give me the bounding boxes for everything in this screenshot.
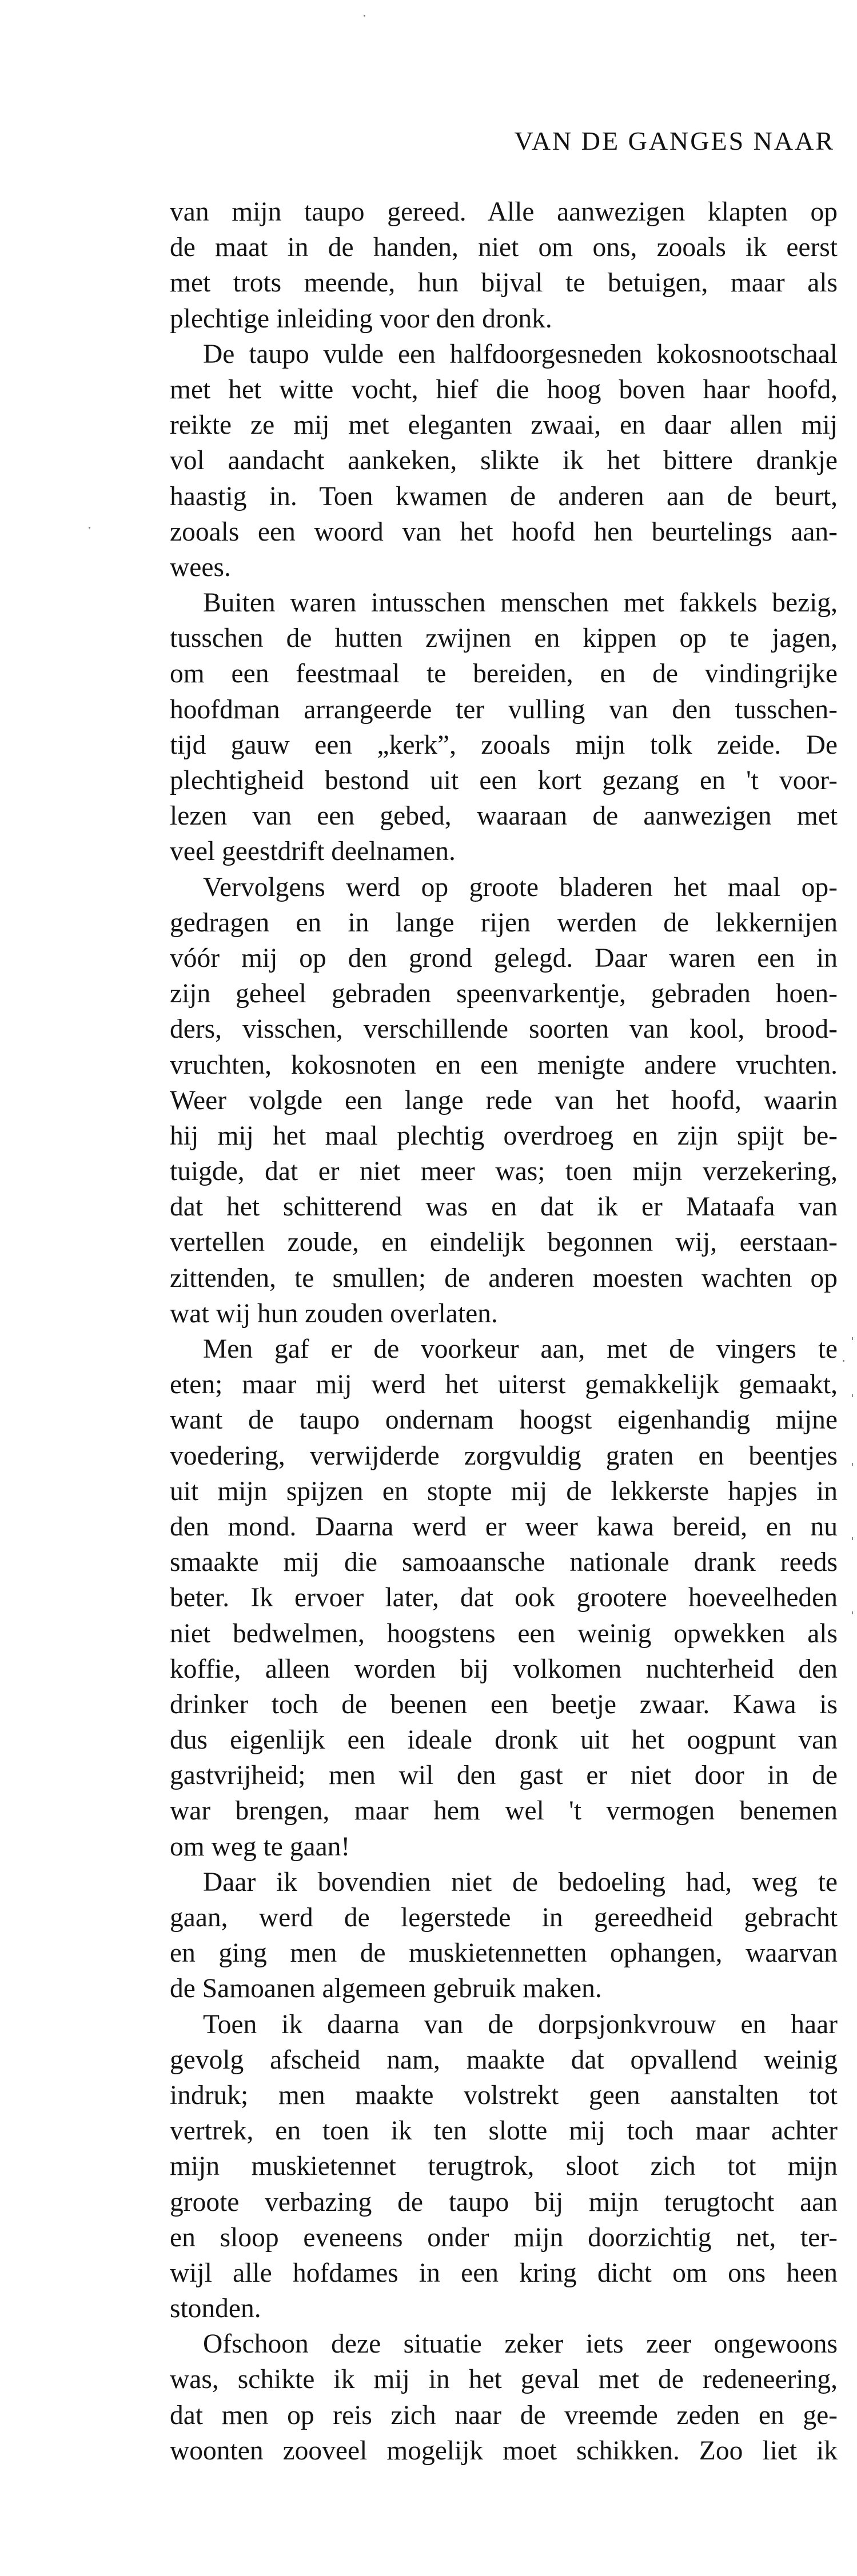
text-line: reikte ze mij met eleganten zwaai, en daar allen mij — [170, 410, 838, 441]
text-line: vruchten, kokosnoten en een menigte andere vruchten. — [170, 1050, 838, 1080]
text-line: om een feestmaal te bereiden, en de vindingrijke — [170, 659, 838, 689]
text-line: beter. Ik ervoer later, dat ook grootere hoeveelheden — [170, 1583, 838, 1613]
text-line: den mond. Daarna werd er weer kawa bereid, en nu — [170, 1511, 838, 1542]
text-line: groote verbazing de taupo bij mijn terugtocht aan — [170, 2187, 838, 2217]
text-line: lezen van een gebed, waaraan de aanwezigen met — [170, 801, 838, 831]
edge-mark — [852, 1337, 853, 1340]
text-line: tijd gauw een „kerk”, zooals mijn tolk zeide. De — [170, 730, 838, 760]
text-line: Weer volgde een lange rede van het hoofd, waarin — [170, 1085, 838, 1115]
text-line: en ging men de muskietennetten ophangen, waarvan — [170, 1938, 838, 1969]
text-line: Toen ik daarna van de dorpsjonkvrouw en haar — [203, 2009, 838, 2039]
text-line: vertrek, en toen ik ten slotte mij toch maar achter — [170, 2116, 838, 2146]
text-line: wat wij hun zouden overlaten. — [170, 1298, 498, 1329]
text-line: niet bedwelmen, hoogstens een weinig opwekken als — [170, 1618, 838, 1649]
text-line: Ofschoon deze situatie zeker iets zeer ongewoons — [203, 2329, 838, 2359]
text-line: de maat in de handen, niet om ons, zooals ik eerst — [170, 233, 838, 263]
text-line: zooals een woord van het hoofd hen beurtelings aan- — [170, 517, 838, 547]
text-line: zijn geheel gebraden speenvarkentje, gebraden hoen- — [170, 979, 838, 1009]
text-line: plechtigheid bestond uit een kort gezang en 't voor- — [170, 766, 838, 795]
running-header: VAN DE GANGES NAAR — [514, 126, 835, 155]
text-line: vóór mij op den grond gelegd. Daar waren een in — [170, 943, 838, 973]
text-line: tuigde, dat er niet meer was; toen mijn verzekering, — [170, 1157, 838, 1187]
text-line: indruk; men maakte volstrekt geen aanstalten tot — [170, 2080, 838, 2110]
text-line: van mijn taupo gereed. Alle aanwezigen klapten op — [170, 197, 838, 227]
text-line: stonden. — [170, 2294, 261, 2324]
edge-mark — [852, 1611, 853, 1614]
margin-dot — [843, 1360, 844, 1362]
text-line: wijl alle hofdames in een kring dicht om ons heen — [170, 2258, 838, 2288]
edge-mark — [852, 1394, 853, 1397]
text-line: wees. — [170, 552, 231, 582]
text-line: hij mij het maal plechtig overdroeg en zijn spijt be- — [170, 1121, 838, 1151]
text-line: dus eigenlijk een ideale dronk uit het oogpunt van — [170, 1725, 838, 1755]
text-line: haastig in. Toen kwamen de anderen aan de beurt, — [170, 481, 838, 511]
text-line: vertellen zoude, en eindelijk begonnen wij, eerstaan- — [170, 1227, 838, 1258]
text-line: mijn muskietennet terugtrok, sloot zich tot mijn — [170, 2151, 838, 2182]
text-line: met trots meende, hun bijval te betuigen, maar als — [170, 268, 838, 298]
text-line: eten; maar mij werd het uiterst gemakkelijk gemaakt, — [170, 1370, 838, 1400]
text-line: tusschen de hutten zwijnen en kippen op te jagen, — [170, 623, 838, 654]
margin-dot — [89, 527, 90, 529]
text-line: want de taupo ondernam hoogst eigenhandig mijne — [170, 1405, 838, 1435]
margin-dot — [364, 15, 365, 17]
text-line: uit mijn spijzen en stopte mij de lekkerste hapjes in — [170, 1476, 838, 1506]
text-line: De taupo vulde een halfdoorgesneden kokosnootschaal — [203, 339, 838, 369]
text-line: zittenden, te smullen; de anderen moesten wachten op — [170, 1263, 838, 1293]
text-line: woonten zooveel mogelijk moet schikken. Zoo liet ik — [170, 2435, 838, 2466]
edge-mark — [852, 1537, 853, 1540]
text-line: Daar ik bovendien niet de bedoeling had, weg te — [203, 1867, 838, 1897]
text-line: dat het schitterend was en dat ik er Mataafa van — [170, 1192, 838, 1222]
text-line: gaan, werd de legerstede in gereedheid gebracht — [170, 1903, 838, 1933]
text-line: de Samoanen algemeen gebruik maken. — [170, 1974, 602, 2004]
text-line: gedragen en in lange rijen werden de lekkernijen — [170, 907, 838, 938]
text-line: hoofdman arrangeerde ter vulling van den tusschen- — [170, 694, 838, 725]
text-line: met het witte vocht, hief die hoog boven haar hoofd, — [170, 374, 838, 405]
text-line: drinker toch de beenen een beetje zwaar. Kawa is — [170, 1689, 838, 1719]
body-text — [170, 194, 838, 2469]
text-line: voedering, verwijderde zorgvuldig graten en beentjes — [170, 1441, 838, 1471]
text-line: om weg te gaan! — [170, 1831, 350, 1862]
text-line: was, schikte ik mij in het geval met de redeneering, — [170, 2365, 838, 2395]
text-line: dat men op reis zich naar de vreemde zeden en ge- — [170, 2400, 838, 2430]
text-line: Vervolgens werd op groote bladeren het maal op- — [203, 872, 838, 902]
text-line: war brengen, maar hem wel 't vermogen benemen — [170, 1796, 838, 1826]
text-line: vol aandacht aankeken, slikte ik het bittere drankje — [170, 446, 838, 476]
text-line: Men gaf er de voorkeur aan, met de vingers te — [203, 1334, 838, 1364]
text-line: gevolg afscheid nam, maakte dat opvallend weinig — [170, 2045, 838, 2075]
text-line: smaakte mij die samoaansche nationale drank reeds — [170, 1547, 838, 1578]
text-line: plechtige inleiding voor den dronk. — [170, 303, 552, 334]
text-line: gastvrijheid; men wil den gast er niet door in de — [170, 1761, 838, 1791]
text-line: en sloop eveneens onder mijn doorzichtig net, ter- — [170, 2222, 838, 2253]
text-line: koffie, alleen worden bij volkomen nuchterheid den — [170, 1654, 838, 1684]
text-line: Buiten waren intusschen menschen met fakkels bezig, — [203, 588, 838, 618]
text-line: veel geestdrift deelnamen. — [170, 837, 456, 867]
edge-mark — [852, 1463, 853, 1466]
text-line: ders, visschen, verschillende soorten van kool, brood- — [170, 1014, 838, 1045]
